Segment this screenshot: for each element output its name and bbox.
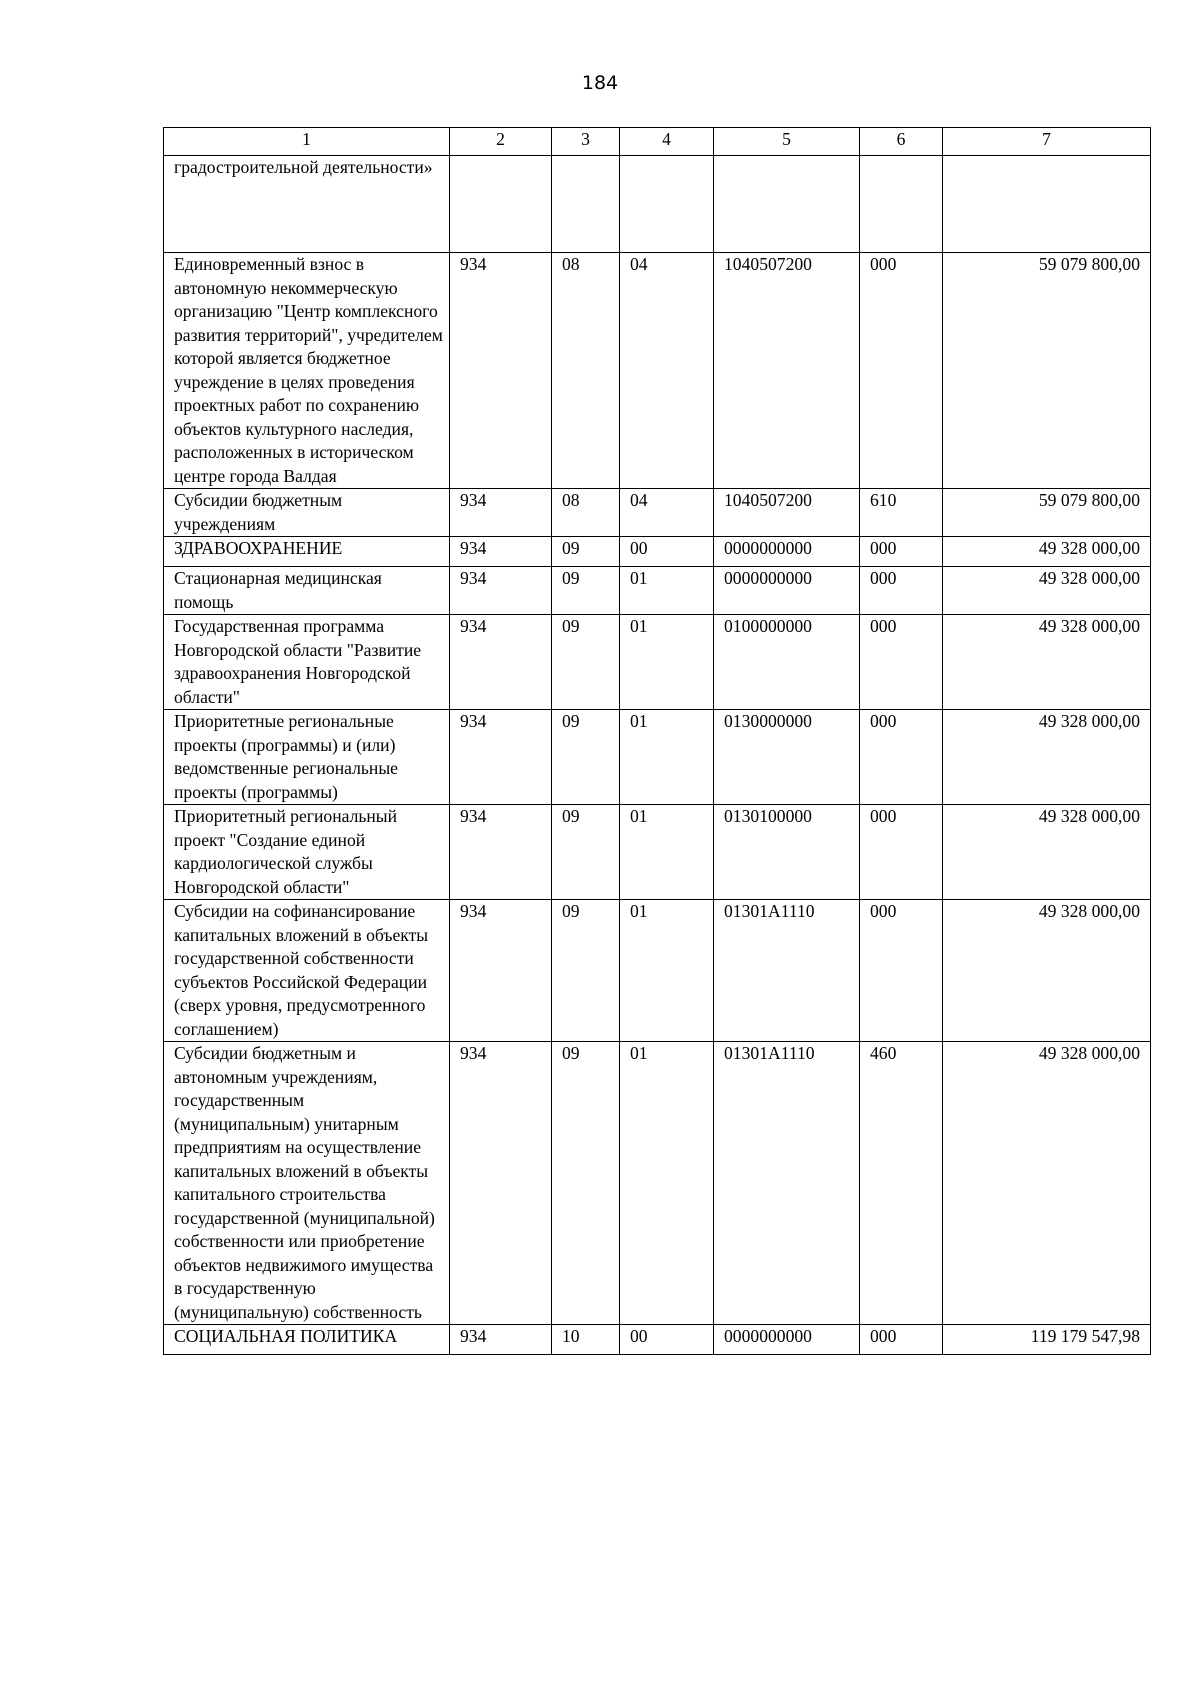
table-row	[164, 1042, 1151, 1325]
cell-amount: 49 328 000,00	[943, 805, 1151, 900]
table-row	[164, 805, 1151, 900]
cell-target-article: 0130100000	[714, 805, 860, 900]
column-header: 3	[552, 128, 620, 156]
cell-section: 09	[552, 710, 620, 805]
cell-amount: 49 328 000,00	[943, 710, 1151, 805]
budget-table	[163, 127, 1151, 1355]
row-name: СОЦИАЛЬНАЯ ПОЛИТИКА	[164, 1325, 450, 1355]
column-header: 1	[164, 128, 450, 156]
cell-expense-type: 000	[860, 537, 943, 567]
table-row	[164, 489, 1151, 537]
cell-section: 09	[552, 1042, 620, 1325]
page-number: 184	[581, 72, 619, 94]
cell-target-article: 0000000000	[714, 1325, 860, 1355]
cell-ministry: 934	[450, 537, 552, 567]
cell-subsection: 01	[620, 710, 714, 805]
row-name: Субсидии на софинансирование капитальных вложений в объекты государственной собственности субъектов Российской Федерации (сверх уровня, предусмотренного соглашением)	[164, 900, 450, 1042]
cell-expense-type: 000	[860, 253, 943, 489]
cell-target-article: 0100000000	[714, 615, 860, 710]
cell-target-article: 1040507200	[714, 489, 860, 537]
cell-amount: 49 328 000,00	[943, 537, 1151, 567]
table-row	[164, 537, 1151, 567]
table-row	[164, 156, 1151, 253]
table-row	[164, 900, 1151, 1042]
cell-ministry: 934	[450, 710, 552, 805]
cell-ministry: 934	[450, 567, 552, 615]
cell-expense-type	[860, 156, 943, 253]
cell-expense-type: 610	[860, 489, 943, 537]
cell-section: 09	[552, 805, 620, 900]
cell-expense-type: 000	[860, 567, 943, 615]
cell-amount: 119 179 547,98	[943, 1325, 1151, 1355]
cell-section: 08	[552, 253, 620, 489]
cell-ministry: 934	[450, 805, 552, 900]
row-name: Единовременный взнос в автономную некоммерческую организацию "Центр комплексного развития территорий", учредителем которой является бюджетное учреждение в целях проведения проектных работ по сохранению объектов культурного наследия, расположенных в историческом центре города Валдая	[164, 253, 450, 489]
cell-amount: 59 079 800,00	[943, 253, 1151, 489]
cell-expense-type: 460	[860, 1042, 943, 1325]
table-row	[164, 1325, 1151, 1355]
cell-section	[552, 156, 620, 253]
column-header: 4	[620, 128, 714, 156]
cell-target-article: 1040507200	[714, 253, 860, 489]
cell-section: 10	[552, 1325, 620, 1355]
cell-section: 09	[552, 567, 620, 615]
cell-expense-type: 000	[860, 900, 943, 1042]
cell-subsection: 01	[620, 900, 714, 1042]
cell-subsection: 01	[620, 1042, 714, 1325]
cell-amount: 59 079 800,00	[943, 489, 1151, 537]
cell-subsection: 01	[620, 805, 714, 900]
cell-amount: 49 328 000,00	[943, 567, 1151, 615]
cell-target-article: 01301А1110	[714, 900, 860, 1042]
cell-ministry: 934	[450, 253, 552, 489]
cell-target-article: 01301А1110	[714, 1042, 860, 1325]
row-name: Государственная программа Новгородской области "Развитие здравоохранения Новгородской области"	[164, 615, 450, 710]
row-name: Приоритетные региональные проекты (программы) и (или) ведомственные региональные проекты (программы)	[164, 710, 450, 805]
cell-section: 09	[552, 900, 620, 1042]
row-name: Субсидии бюджетным учреждениям	[164, 489, 450, 537]
cell-ministry	[450, 156, 552, 253]
cell-target-article: 0130000000	[714, 710, 860, 805]
cell-subsection: 01	[620, 615, 714, 710]
cell-subsection: 00	[620, 1325, 714, 1355]
cell-expense-type: 000	[860, 615, 943, 710]
cell-amount: 49 328 000,00	[943, 900, 1151, 1042]
cell-subsection	[620, 156, 714, 253]
cell-subsection: 00	[620, 537, 714, 567]
cell-subsection: 01	[620, 567, 714, 615]
cell-target-article: 0000000000	[714, 537, 860, 567]
row-name: градостроительной деятельности»	[164, 156, 450, 253]
row-name: ЗДРАВООХРАНЕНИЕ	[164, 537, 450, 567]
cell-ministry: 934	[450, 615, 552, 710]
table-row	[164, 567, 1151, 615]
column-header: 5	[714, 128, 860, 156]
cell-target-article	[714, 156, 860, 253]
table-row	[164, 615, 1151, 710]
cell-section: 09	[552, 537, 620, 567]
cell-subsection: 04	[620, 489, 714, 537]
cell-section: 08	[552, 489, 620, 537]
column-header: 2	[450, 128, 552, 156]
row-name: Стационарная медицинская помощь	[164, 567, 450, 615]
row-name: Приоритетный региональный проект "Создание единой кардиологической службы Новгородской области"	[164, 805, 450, 900]
row-name: Субсидии бюджетным и автономным учреждениям, государственным (муниципальным) унитарным предприятиям на осуществление капитальных вложений в объекты капитального строительства государственной (муниципальной) собственности или приобретение объектов недвижимого имущества в государственную (муниципальную) собственность	[164, 1042, 450, 1325]
cell-expense-type: 000	[860, 710, 943, 805]
cell-amount	[943, 156, 1151, 253]
column-header: 6	[860, 128, 943, 156]
cell-ministry: 934	[450, 1325, 552, 1355]
cell-target-article: 0000000000	[714, 567, 860, 615]
cell-expense-type: 000	[860, 1325, 943, 1355]
cell-subsection: 04	[620, 253, 714, 489]
table-row	[164, 253, 1151, 489]
column-header: 7	[943, 128, 1151, 156]
cell-ministry: 934	[450, 1042, 552, 1325]
table-row	[164, 710, 1151, 805]
cell-expense-type: 000	[860, 805, 943, 900]
cell-ministry: 934	[450, 489, 552, 537]
cell-amount: 49 328 000,00	[943, 1042, 1151, 1325]
cell-ministry: 934	[450, 900, 552, 1042]
cell-amount: 49 328 000,00	[943, 615, 1151, 710]
table-header-row	[164, 128, 1151, 156]
cell-section: 09	[552, 615, 620, 710]
